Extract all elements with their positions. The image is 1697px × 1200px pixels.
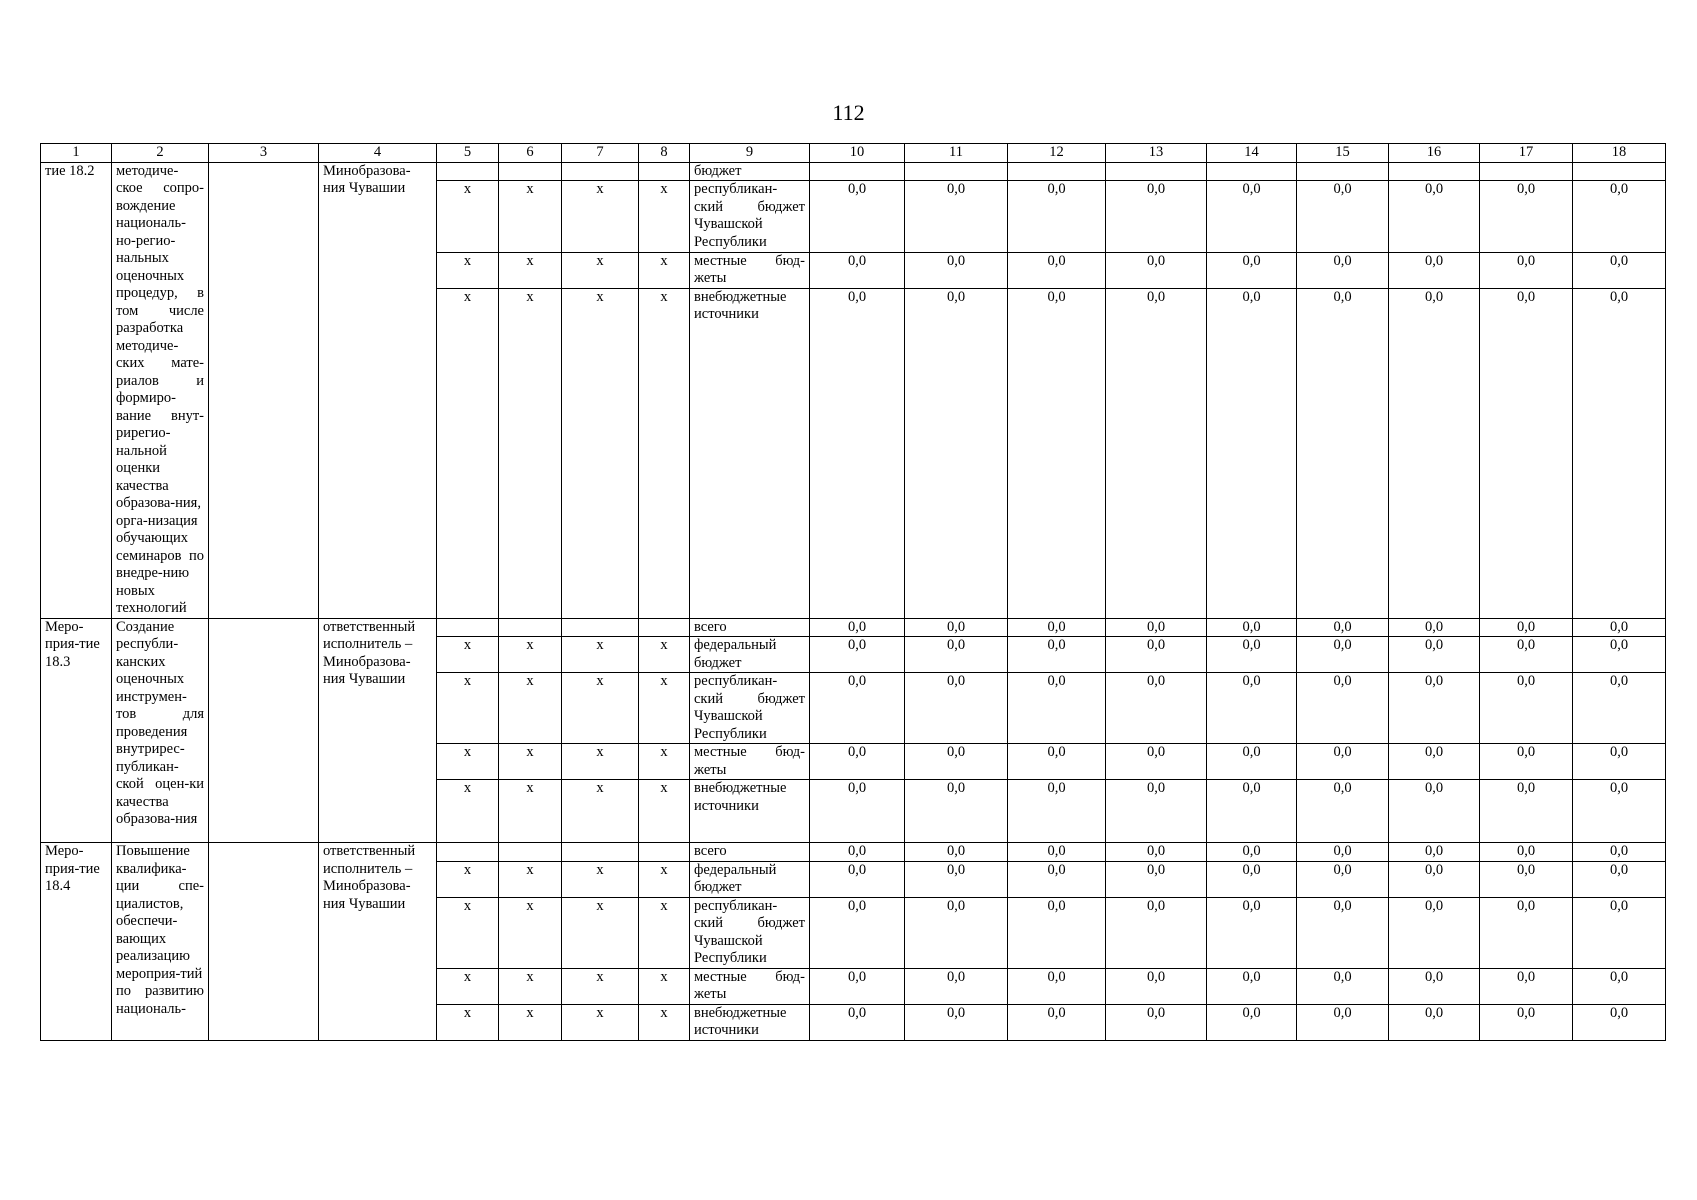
column-number-2: 2 xyxy=(112,144,209,163)
value-cell: 0,0 xyxy=(810,618,905,637)
value-cell: 0,0 xyxy=(1389,897,1480,968)
value-cell: 0,0 xyxy=(1573,968,1666,1004)
value-cell: 0,0 xyxy=(1297,252,1389,288)
column-number-16: 16 xyxy=(1389,144,1480,163)
value-cell xyxy=(905,162,1008,181)
column-number-1: 1 xyxy=(41,144,112,163)
mark-cell: х xyxy=(437,637,499,673)
funding-source: республикан-ский бюджет Чувашской Республики xyxy=(690,181,810,253)
value-cell: 0,0 xyxy=(1389,637,1480,673)
value-cell: 0,0 xyxy=(1297,843,1389,862)
value-cell: 0,0 xyxy=(905,1004,1008,1040)
value-cell: 0,0 xyxy=(1008,843,1106,862)
value-cell xyxy=(1297,162,1389,181)
mark-cell: х xyxy=(437,252,499,288)
value-cell: 0,0 xyxy=(905,637,1008,673)
value-cell: 0,0 xyxy=(1297,897,1389,968)
value-cell: 0,0 xyxy=(1207,780,1297,843)
value-cell: 0,0 xyxy=(1297,861,1389,897)
mark-cell xyxy=(562,618,639,637)
value-cell xyxy=(810,162,905,181)
value-cell: 0,0 xyxy=(1106,843,1207,862)
value-cell: 0,0 xyxy=(1207,288,1297,618)
value-cell: 0,0 xyxy=(1106,637,1207,673)
column-number-12: 12 xyxy=(1008,144,1106,163)
value-cell: 0,0 xyxy=(1389,968,1480,1004)
value-cell: 0,0 xyxy=(1480,744,1573,780)
value-cell: 0,0 xyxy=(1389,861,1480,897)
program-code xyxy=(209,162,319,618)
funding-source: всего xyxy=(690,618,810,637)
funding-source: федеральный бюджет xyxy=(690,637,810,673)
activity-code: Меро-прия-тие 18.3 xyxy=(41,618,112,843)
column-number-15: 15 xyxy=(1297,144,1389,163)
mark-cell xyxy=(437,843,499,862)
value-cell: 0,0 xyxy=(905,968,1008,1004)
value-cell: 0,0 xyxy=(905,181,1008,253)
value-cell: 0,0 xyxy=(1008,618,1106,637)
mark-cell: х xyxy=(639,252,690,288)
value-cell: 0,0 xyxy=(1480,1004,1573,1040)
value-cell: 0,0 xyxy=(1106,968,1207,1004)
mark-cell: х xyxy=(437,181,499,253)
value-cell: 0,0 xyxy=(1207,744,1297,780)
mark-cell xyxy=(562,843,639,862)
mark-cell: х xyxy=(639,897,690,968)
mark-cell: х xyxy=(499,780,562,843)
value-cell: 0,0 xyxy=(1480,637,1573,673)
value-cell: 0,0 xyxy=(810,744,905,780)
value-cell: 0,0 xyxy=(1008,744,1106,780)
mark-cell xyxy=(562,162,639,181)
funding-source: местные бюд-жеты xyxy=(690,744,810,780)
program-code xyxy=(209,618,319,843)
mark-cell: х xyxy=(562,252,639,288)
value-cell: 0,0 xyxy=(905,744,1008,780)
value-cell: 0,0 xyxy=(1106,1004,1207,1040)
value-cell: 0,0 xyxy=(1207,618,1297,637)
value-cell: 0,0 xyxy=(1480,288,1573,618)
column-number-13: 13 xyxy=(1106,144,1207,163)
value-cell: 0,0 xyxy=(1389,843,1480,862)
funding-source: бюджет xyxy=(690,162,810,181)
value-cell: 0,0 xyxy=(1573,618,1666,637)
value-cell xyxy=(1106,162,1207,181)
column-number-8: 8 xyxy=(639,144,690,163)
value-cell: 0,0 xyxy=(1573,288,1666,618)
funding-source: республикан-ский бюджет Чувашской Республики xyxy=(690,897,810,968)
value-cell: 0,0 xyxy=(1480,968,1573,1004)
activity-description: методиче-ское сопро-вождение националь-но-регио-нальных оценочных процедур, в том числе разработка методиче-ских мате-риалов и формиро-вание внут-рирегио-нальной оценки качества образова-ния, орга-низация обучающих семинаров по внедре-нию новых технологий xyxy=(112,162,209,618)
value-cell: 0,0 xyxy=(1573,843,1666,862)
value-cell: 0,0 xyxy=(905,673,1008,744)
value-cell: 0,0 xyxy=(1297,637,1389,673)
value-cell: 0,0 xyxy=(1008,861,1106,897)
responsible-executor: ответственный исполнитель – Минобразова-ния Чувашии xyxy=(319,843,437,1041)
value-cell: 0,0 xyxy=(1207,637,1297,673)
responsible-executor: Минобразова-ния Чувашии xyxy=(319,162,437,618)
mark-cell: х xyxy=(639,861,690,897)
value-cell: 0,0 xyxy=(810,780,905,843)
value-cell: 0,0 xyxy=(810,181,905,253)
column-number-3: 3 xyxy=(209,144,319,163)
value-cell: 0,0 xyxy=(1106,618,1207,637)
mark-cell: х xyxy=(562,1004,639,1040)
mark-cell: х xyxy=(499,861,562,897)
value-cell: 0,0 xyxy=(1008,897,1106,968)
mark-cell xyxy=(499,162,562,181)
funding-source: федеральный бюджет xyxy=(690,861,810,897)
mark-cell: х xyxy=(499,288,562,618)
page-number: 112 xyxy=(832,100,865,125)
value-cell: 0,0 xyxy=(1573,637,1666,673)
value-cell: 0,0 xyxy=(1207,673,1297,744)
funding-source: внебюджетные источники xyxy=(690,780,810,843)
value-cell: 0,0 xyxy=(1207,897,1297,968)
value-cell: 0,0 xyxy=(1573,673,1666,744)
value-cell: 0,0 xyxy=(810,252,905,288)
activity-code: тие 18.2 xyxy=(41,162,112,618)
mark-cell: х xyxy=(437,897,499,968)
table-row xyxy=(41,162,1666,181)
mark-cell: х xyxy=(437,288,499,618)
value-cell: 0,0 xyxy=(810,637,905,673)
mark-cell xyxy=(499,843,562,862)
value-cell: 0,0 xyxy=(1480,843,1573,862)
value-cell: 0,0 xyxy=(1207,252,1297,288)
value-cell: 0,0 xyxy=(810,288,905,618)
activity-code: Меро-прия-тие 18.4 xyxy=(41,843,112,1041)
value-cell: 0,0 xyxy=(1297,744,1389,780)
value-cell: 0,0 xyxy=(1573,252,1666,288)
mark-cell xyxy=(639,162,690,181)
mark-cell: х xyxy=(437,968,499,1004)
mark-cell: х xyxy=(639,1004,690,1040)
funding-source: внебюджетные источники xyxy=(690,1004,810,1040)
activity-description: Создание республи-канских оценочных инструмен-тов для проведения внутрирес-публикан-ской оцен-ки качества образова-ния xyxy=(112,618,209,843)
mark-cell: х xyxy=(437,1004,499,1040)
table-row xyxy=(41,618,1666,637)
mark-cell: х xyxy=(499,897,562,968)
mark-cell: х xyxy=(639,673,690,744)
mark-cell xyxy=(437,162,499,181)
mark-cell: х xyxy=(562,673,639,744)
column-number-6: 6 xyxy=(499,144,562,163)
mark-cell: х xyxy=(639,637,690,673)
header-row xyxy=(41,144,1666,163)
value-cell: 0,0 xyxy=(810,861,905,897)
value-cell: 0,0 xyxy=(1008,288,1106,618)
value-cell: 0,0 xyxy=(1106,252,1207,288)
value-cell: 0,0 xyxy=(1106,673,1207,744)
value-cell: 0,0 xyxy=(1297,673,1389,744)
value-cell: 0,0 xyxy=(905,288,1008,618)
value-cell: 0,0 xyxy=(1297,288,1389,618)
mark-cell xyxy=(499,618,562,637)
value-cell: 0,0 xyxy=(1573,861,1666,897)
value-cell: 0,0 xyxy=(905,252,1008,288)
value-cell: 0,0 xyxy=(1480,252,1573,288)
value-cell: 0,0 xyxy=(1480,618,1573,637)
mark-cell: х xyxy=(562,181,639,253)
column-number-17: 17 xyxy=(1480,144,1573,163)
budget-table xyxy=(40,143,1666,1041)
value-cell: 0,0 xyxy=(1008,673,1106,744)
value-cell: 0,0 xyxy=(1207,181,1297,253)
mark-cell: х xyxy=(437,780,499,843)
value-cell: 0,0 xyxy=(1207,861,1297,897)
value-cell: 0,0 xyxy=(1480,897,1573,968)
value-cell: 0,0 xyxy=(1106,744,1207,780)
mark-cell: х xyxy=(499,673,562,744)
mark-cell: х xyxy=(562,861,639,897)
value-cell: 0,0 xyxy=(1389,288,1480,618)
mark-cell: х xyxy=(437,861,499,897)
mark-cell: х xyxy=(562,968,639,1004)
column-number-18: 18 xyxy=(1573,144,1666,163)
column-number-11: 11 xyxy=(905,144,1008,163)
mark-cell xyxy=(639,843,690,862)
mark-cell: х xyxy=(562,637,639,673)
value-cell: 0,0 xyxy=(1480,181,1573,253)
funding-source: местные бюд-жеты xyxy=(690,968,810,1004)
value-cell: 0,0 xyxy=(1008,968,1106,1004)
value-cell: 0,0 xyxy=(1389,744,1480,780)
mark-cell xyxy=(437,618,499,637)
mark-cell: х xyxy=(639,288,690,618)
mark-cell: х xyxy=(437,744,499,780)
mark-cell: х xyxy=(499,744,562,780)
value-cell: 0,0 xyxy=(1106,181,1207,253)
value-cell: 0,0 xyxy=(810,968,905,1004)
value-cell: 0,0 xyxy=(1389,618,1480,637)
value-cell: 0,0 xyxy=(1297,618,1389,637)
mark-cell: х xyxy=(562,744,639,780)
value-cell: 0,0 xyxy=(1480,780,1573,843)
value-cell: 0,0 xyxy=(1573,744,1666,780)
value-cell: 0,0 xyxy=(905,618,1008,637)
mark-cell: х xyxy=(499,637,562,673)
mark-cell xyxy=(639,618,690,637)
mark-cell: х xyxy=(639,780,690,843)
value-cell: 0,0 xyxy=(1389,252,1480,288)
program-code xyxy=(209,843,319,1041)
value-cell: 0,0 xyxy=(1297,1004,1389,1040)
value-cell: 0,0 xyxy=(1573,1004,1666,1040)
column-number-4: 4 xyxy=(319,144,437,163)
value-cell: 0,0 xyxy=(1573,181,1666,253)
value-cell: 0,0 xyxy=(1106,780,1207,843)
value-cell: 0,0 xyxy=(1207,843,1297,862)
value-cell: 0,0 xyxy=(905,897,1008,968)
mark-cell: х xyxy=(639,968,690,1004)
value-cell xyxy=(1008,162,1106,181)
table-row xyxy=(41,843,1666,862)
funding-source: внебюджетные источники xyxy=(690,288,810,618)
mark-cell: х xyxy=(437,673,499,744)
value-cell: 0,0 xyxy=(1389,181,1480,253)
value-cell: 0,0 xyxy=(810,897,905,968)
mark-cell: х xyxy=(499,1004,562,1040)
activity-description: Повышение квалифика-ции спе-циалистов, обеспечи-вающих реализацию мероприя-тий по развитию националь- xyxy=(112,843,209,1041)
value-cell: 0,0 xyxy=(905,843,1008,862)
mark-cell: х xyxy=(499,181,562,253)
value-cell: 0,0 xyxy=(1480,673,1573,744)
mark-cell: х xyxy=(562,897,639,968)
value-cell: 0,0 xyxy=(1573,780,1666,843)
value-cell: 0,0 xyxy=(1480,861,1573,897)
column-number-7: 7 xyxy=(562,144,639,163)
value-cell: 0,0 xyxy=(1008,252,1106,288)
value-cell: 0,0 xyxy=(1106,861,1207,897)
value-cell xyxy=(1480,162,1573,181)
value-cell: 0,0 xyxy=(1207,968,1297,1004)
value-cell: 0,0 xyxy=(810,843,905,862)
value-cell: 0,0 xyxy=(1389,780,1480,843)
value-cell xyxy=(1573,162,1666,181)
value-cell: 0,0 xyxy=(1106,288,1207,618)
column-number-14: 14 xyxy=(1207,144,1297,163)
value-cell: 0,0 xyxy=(1008,637,1106,673)
value-cell: 0,0 xyxy=(1573,897,1666,968)
value-cell: 0,0 xyxy=(1297,181,1389,253)
value-cell: 0,0 xyxy=(1297,968,1389,1004)
value-cell: 0,0 xyxy=(1008,181,1106,253)
value-cell: 0,0 xyxy=(1008,1004,1106,1040)
column-number-5: 5 xyxy=(437,144,499,163)
funding-source: всего xyxy=(690,843,810,862)
column-number-10: 10 xyxy=(810,144,905,163)
mark-cell: х xyxy=(499,968,562,1004)
funding-source: республикан-ский бюджет Чувашской Республики xyxy=(690,673,810,744)
mark-cell: х xyxy=(499,252,562,288)
value-cell: 0,0 xyxy=(1297,780,1389,843)
value-cell: 0,0 xyxy=(810,673,905,744)
mark-cell: х xyxy=(562,288,639,618)
value-cell: 0,0 xyxy=(905,780,1008,843)
value-cell: 0,0 xyxy=(1389,673,1480,744)
value-cell xyxy=(1389,162,1480,181)
value-cell: 0,0 xyxy=(810,1004,905,1040)
value-cell: 0,0 xyxy=(1207,1004,1297,1040)
value-cell: 0,0 xyxy=(1389,1004,1480,1040)
responsible-executor: ответственный исполнитель – Минобразова-ния Чувашии xyxy=(319,618,437,843)
mark-cell: х xyxy=(639,181,690,253)
value-cell xyxy=(1207,162,1297,181)
value-cell: 0,0 xyxy=(905,861,1008,897)
mark-cell: х xyxy=(562,780,639,843)
mark-cell: х xyxy=(639,744,690,780)
column-number-9: 9 xyxy=(690,144,810,163)
value-cell: 0,0 xyxy=(1008,780,1106,843)
funding-source: местные бюд-жеты xyxy=(690,252,810,288)
value-cell: 0,0 xyxy=(1106,897,1207,968)
